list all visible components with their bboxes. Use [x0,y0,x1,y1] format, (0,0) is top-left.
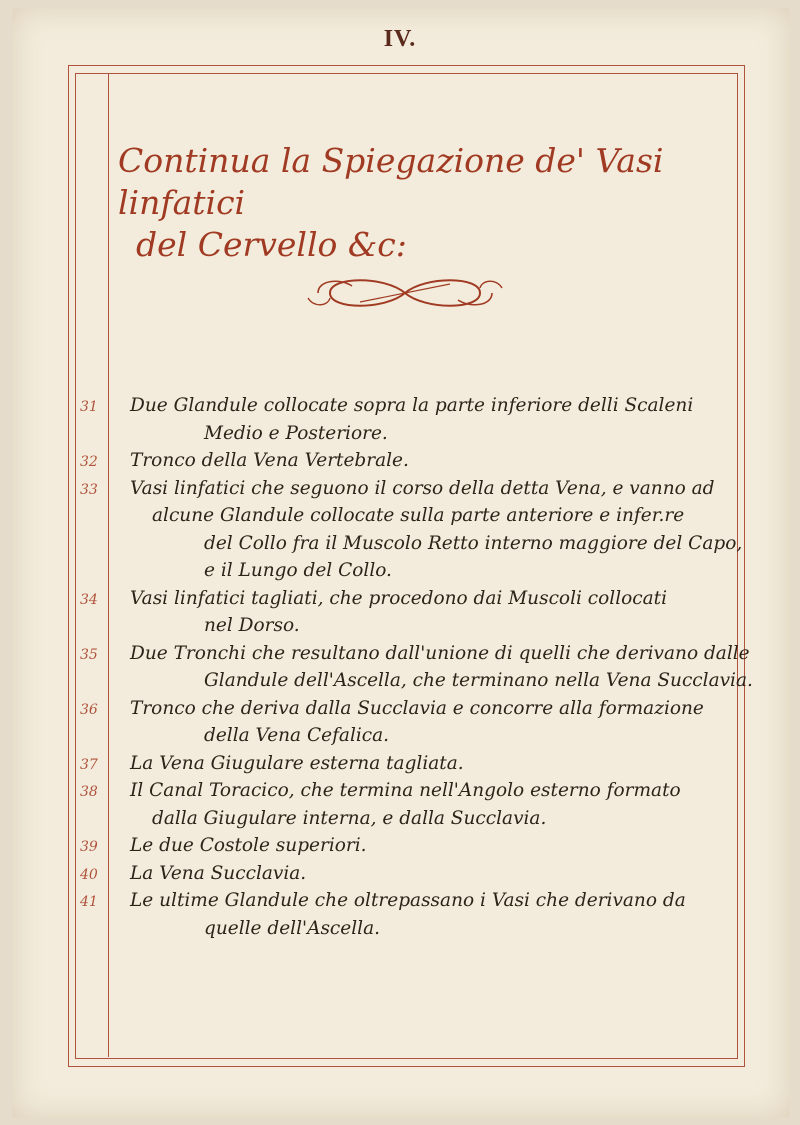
page-number: IV. [383,26,417,52]
entry-line: Glandule dell'Ascella, che terminano nella Vena Succlavia. [204,670,753,691]
entry-line: Medio e Posteriore. [204,422,388,444]
entry-text [130,392,720,447]
entry-line: Tronco che deriva dalla Succlavia e concorre alla formazione [130,697,704,719]
entry-31 [0,392,800,447]
entry-number: 41 [80,894,98,910]
entry-number: 40 [80,866,98,883]
entry-text [130,860,720,888]
entry-38 [0,777,800,832]
entry-text [130,750,720,778]
entry-number: 34 [80,591,98,608]
entry-number: 33 [80,481,98,498]
entry-39 [0,832,800,860]
entry-36 [0,695,800,750]
entry-text [130,887,720,942]
entry-text [130,640,753,695]
entry-37 [0,750,800,778]
entry-line: Vasi linfatici che seguono il corso della detta Vena, e vanno ad [130,477,715,499]
entry-line: quelle dell'Ascella. [204,917,380,939]
title-line-1: Continua la Spiegazione de' Vasi linfatici [118,141,664,222]
entry-34 [0,585,800,640]
entry-line: Le due Costole superiori. [130,835,367,856]
entry-list [0,392,800,942]
entry-number: 35 [80,646,98,663]
entry-line: e il Lungo del Collo. [204,560,392,581]
entry-text [130,777,720,832]
entry-text [130,695,720,750]
entry-text [130,832,720,860]
entry-number: 37 [80,756,98,773]
entry-line: Due Glandule collocate sopra la parte inferiore delli Scaleni [130,395,694,416]
entry-number: 39 [80,839,98,855]
entry-line: della Vena Cefalica. [204,725,390,746]
title-line-2: del Cervello &c: [136,225,407,264]
entry-text [130,475,743,585]
entry-line: alcune Glandule collocate sulla parte anteriore e infer.re [152,505,685,526]
entry-number: 38 [80,784,98,800]
entry-number: 36 [80,701,98,718]
entry-line: Le ultime Glandule che oltrepassano i Vasi che derivano da [130,890,686,911]
page-title [118,140,738,266]
entry-text [130,585,720,640]
entry-line: dalla Giugulare interna, e dalla Succlavia. [152,807,547,829]
entry-line: del Collo fra il Muscolo Retto interno maggiore del Capo, [204,532,743,554]
entry-number: 32 [80,454,98,470]
entry-33 [0,475,800,585]
entry-line: Vasi linfatici tagliati, che procedono dai Muscoli collocati [130,587,667,609]
entry-line: nel Dorso. [204,615,300,636]
entry-line: Il Canal Toracico, che termina nell'Angolo esterno formato [130,780,681,801]
entry-line: Due Tronchi che resultano dall'unione di quelli che derivano dalle [130,642,750,664]
entry-number: 31 [80,399,98,415]
entry-41 [0,887,800,942]
entry-32 [0,447,800,475]
entry-40 [0,860,800,888]
entry-35 [0,640,800,695]
entry-line: La Vena Giugulare esterna tagliata. [130,752,464,774]
flourish-ornament [300,268,510,318]
entry-text [130,447,720,475]
entry-line: La Vena Succlavia. [130,862,307,884]
entry-line: Tronco della Vena Vertebrale. [130,450,409,471]
